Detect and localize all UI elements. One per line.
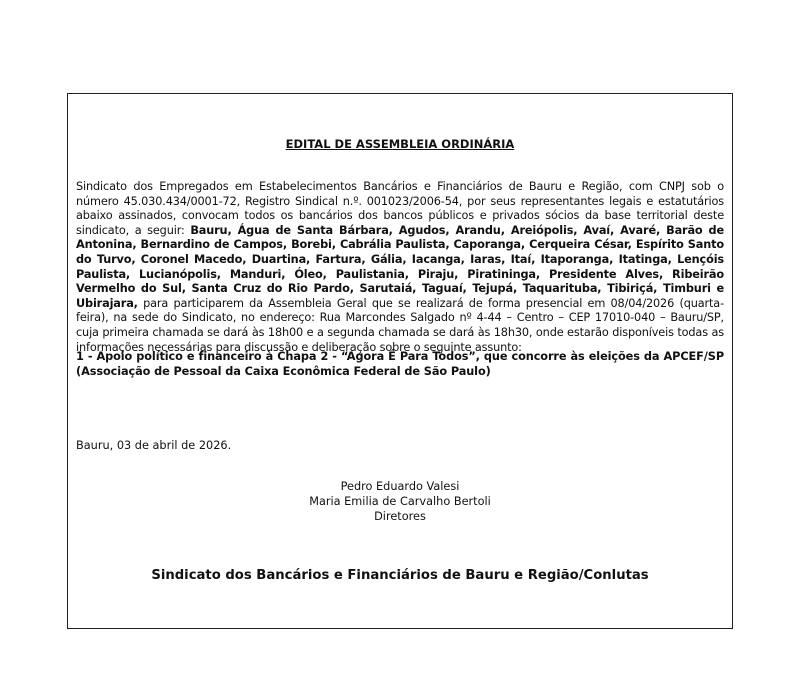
paragraph-intro: Sindicato dos Empregados em Estabelecimentos Bancários e Financiários de Bauru e Região, com CNPJ sob o número 45.030.434/0001-72, Registro Sindical n.º. 001023/2006-54, por seus representantes legais e estatutários abaixo assinados, convocam todos os bancários dos bancos públicos e privados sócios da base territorial deste sindicato, a seguir: bbox=[76, 180, 724, 237]
paragraph-cities: Bauru, Água de Santa Bárbara, Agudos, Arandu, Areiópolis, Avaí, Avaré, Barão de Antonina, Bernardino de Campos, Borebi, Cabrália Paulista, Caporanga, Cerqueira César, Espírito Santo do Turvo, Coronel Macedo, Duartina, Fartura, Gália, Iacanga, Iaras, Itaí, Itaporanga, Itatinga, Lençóis Paulista, Lucianópolis, Manduri, Óleo, Paulistania, Piraju, Piratininga, Presidente Alves, Ribeirão Vermelho do Sul, Santa Cruz do Rio Pardo, Sarutaiá, Taguaí, Tejupá, Taquarituba, Tibiriçá, Timburi e Ubirajara, bbox=[76, 223, 724, 310]
document-frame bbox=[67, 93, 733, 629]
signer-name-2: Maria Emilia de Carvalho Bertoli bbox=[309, 495, 491, 508]
organization-name: Sindicato dos Bancários e Financiários de Bauru e Região/Conlutas bbox=[151, 568, 649, 583]
signer-name-1: Pedro Eduardo Valesi bbox=[340, 480, 460, 493]
signature-block bbox=[68, 479, 732, 524]
paragraph-closing: para participarem da Assembleia Geral que se realizará de forma presencial em 08/04/2026 (quarta-feira), na sede do Sindicato, no endereço: Rua Marcondes Salgado nº 4-44 – Centro – CEP 17010-040 – Bauru/SP, cuja primeira chamada se dará às 18h00 e a segunda chamada se dará às 18h30, onde estarão disponíveis todas as informações necessárias para discussão e deliberação sobre o seguinte assunto: bbox=[76, 296, 724, 354]
agenda-item: 1 - Apoio político e financeiro à Chapa 2 - “Agora É Para Todos”, que concorre às eleições da APCEF/SP (Associação de Pessoal da Caixa Econômica Federal de São Paulo) bbox=[76, 350, 724, 378]
signer-role: Diretores bbox=[374, 510, 426, 523]
date-line: Bauru, 03 de abril de 2026. bbox=[76, 439, 232, 452]
document-title: EDITAL DE ASSEMBLEIA ORDINÁRIA bbox=[285, 137, 515, 151]
convocation-paragraph bbox=[76, 180, 724, 355]
